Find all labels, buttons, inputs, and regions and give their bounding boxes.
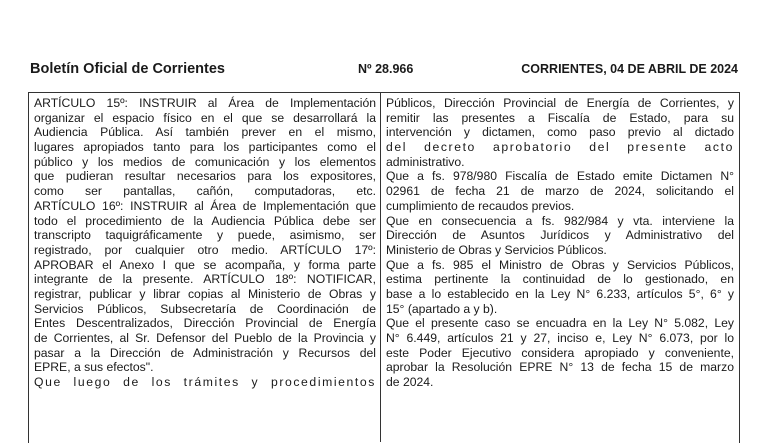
text-line: intervención y dictamen, como paso previo al dictado [386, 125, 734, 140]
text-line: 15° (apartado a y b). [386, 301, 498, 316]
text-line: remitir las presentes a Fiscalía de Estado, para su [386, 110, 734, 125]
publication-title: Boletín Oficial de Corrientes [30, 61, 225, 77]
text-line: de 2024. [386, 375, 434, 390]
text-line: ARTÍCULO 16º: INSTRUIR al Área de Implementación que [34, 198, 376, 213]
text-line: ARTÍCULO 15º: INSTRUIR al Área de Implementación [34, 96, 376, 110]
text-line: Públicos, Dirección Provincial de Energía de Corrientes, y [386, 96, 734, 110]
text-line: Que a fs. 978/980 Fiscalía de Estado emite Dictamen N° [386, 169, 734, 184]
text-line: APROBAR el Anexo I que se acompaña, y forma parte [34, 257, 376, 272]
right-column [386, 96, 734, 390]
text-line: Entes Descentralizados, Dirección Provincial de Energía [34, 316, 376, 331]
text-line: este Poder Ejecutivo considera apropiado y conveniente, [386, 345, 734, 360]
text-line: Dirección de Asuntos Jurídicos y Administrativo del [386, 228, 734, 243]
text-line: transcripto taquigráficamente y puede, asimismo, ser [34, 228, 376, 243]
left-column [34, 96, 376, 390]
column-divider [380, 92, 381, 442]
text-line: del decreto aprobatorio del presente acto [386, 140, 734, 155]
text-line: Que luego de los trámites y procedimientos [34, 375, 376, 390]
text-line: como ser pantallas, cañón, computadoras, etc. [34, 184, 376, 199]
text-line: aprobar la Resolución EPRE N° 13 de fecha 15 de marzo [386, 360, 734, 375]
text-line: Que a fs. 985 el Ministro de Obras y Servicios Públicos, [386, 257, 734, 272]
text-line: cumplimiento de recaudos previos. [386, 198, 575, 213]
text-line: registrado, por cualquier otro medio. ARTÍCULO 17º: [34, 242, 376, 257]
text-line: público y los medios de comunicación y los elementos [34, 154, 376, 169]
text-line: registrar, publicar y librar copias al Ministerio de Obras y [34, 286, 376, 301]
text-line: pasar a la Dirección de Administración y Recursos del [34, 345, 376, 360]
issue-number: Nº 28.966 [358, 62, 414, 76]
text-line: 02961 de fecha 21 de marzo de 2024, solicitando el [386, 184, 734, 199]
page-header [30, 58, 738, 82]
text-line: estima pertinente la continuidad de lo gestionado, en [386, 272, 734, 287]
text-line: N° 6.449, artículos 21 y 27, inciso e, Ley N° 6.073, por lo [386, 331, 734, 345]
text-line: administrativo. [386, 154, 465, 169]
text-line: Servicios Públicos, Subsecretaría de Coordinación de [34, 301, 376, 316]
text-line: integrante de la presente. ARTÍCULO 18º: NOTIFICAR, [34, 272, 376, 287]
text-line: Ministerio de Obras y Servicios Públicos. [386, 242, 607, 257]
place-date: CORRIENTES, 04 DE ABRIL DE 2024 [521, 62, 738, 76]
text-line: base a lo establecido en la Ley N° 6.233, artículos 5°, 6° y [386, 286, 734, 301]
text-line: Audiencia Pública. Así también prever en el mismo, [34, 125, 376, 140]
text-line: todo el procedimiento de la Audiencia Pública debe ser [34, 213, 376, 228]
text-line: de Corrientes, al Sr. Defensor del Pueblo de la Provincia y [34, 331, 376, 345]
text-line: EPRE, a sus efectos". [34, 360, 154, 375]
text-line: Que el presente caso se encuadra en la Ley N° 5.082, Ley [386, 316, 734, 331]
text-line: Que en consecuencia a fs. 982/984 y vta. interviene la [386, 213, 734, 228]
text-line: lugares apropiados tanto para los participantes como el [34, 140, 376, 155]
text-line: organizar el espacio físico en el que se desarrollará la [34, 110, 376, 125]
text-line: que pudieran resultar necesarios para los expositores, [34, 169, 376, 184]
